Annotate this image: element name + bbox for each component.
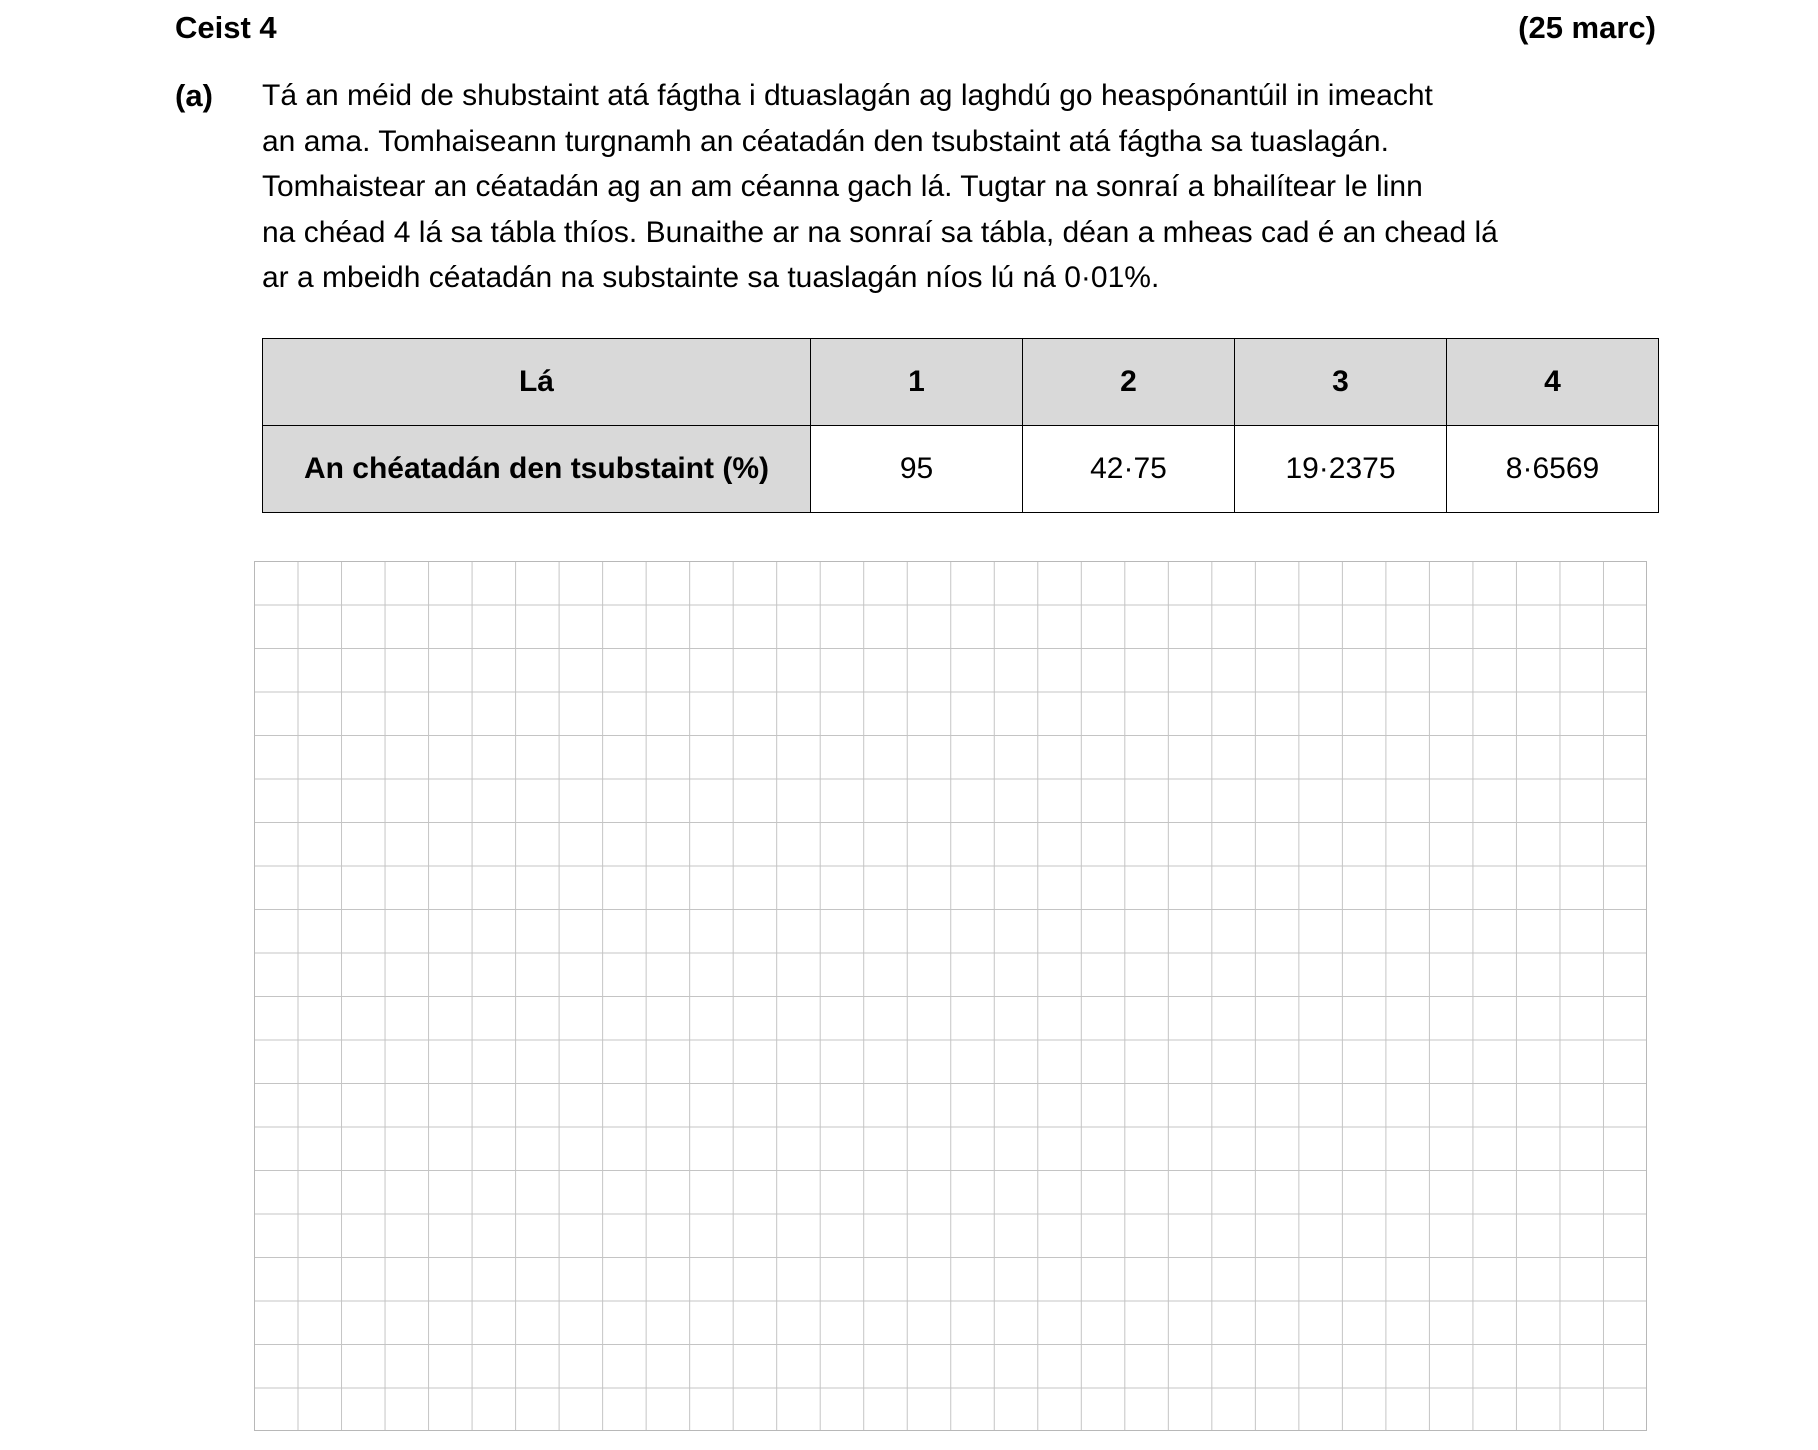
part-a-line: Tomhaistear an céatadán ag an am céanna gach lá. Tugtar na sonraí a bhailítear le linn <box>262 170 1423 203</box>
table-day-cell: 3 <box>1235 339 1447 426</box>
part-a-line: na chéad 4 lá sa tábla thíos. Bunaithe ar na sonraí sa tábla, déan a mheas cad é an chead lá <box>262 215 1498 249</box>
part-a-line: an ama. Tomhaiseann turgnamh an céatadán den tsubstaint atá fágtha sa tuaslagán. <box>262 124 1389 158</box>
table-value-label: An chéatadán den tsubstaint (%) <box>263 426 811 513</box>
question-title: Ceist 4 <box>175 10 277 45</box>
table-value-cell: 42·75 <box>1023 426 1235 513</box>
part-a-line: Tá an méid de shubstaint atá fágtha i dtuaslagán ag laghdú go heaspónantúil in imeacht <box>262 79 1433 112</box>
question-marks: (25 marc) <box>1518 10 1656 45</box>
table-value-row <box>263 426 1659 513</box>
part-a-text <box>262 73 1662 301</box>
part-a-line: ar a mbeidh céatadán na substainte sa tuaslagán níos lú ná 0·01%. <box>262 261 1160 294</box>
part-a-label: (a) <box>175 78 213 113</box>
table-value-cell: 19·2375 <box>1235 426 1447 513</box>
table-day-cell: 2 <box>1023 339 1235 426</box>
table-header-label: Lá <box>263 339 811 426</box>
table-header-row <box>263 339 1659 426</box>
table-value-cell: 95 <box>811 426 1023 513</box>
table-day-cell: 4 <box>1447 339 1659 426</box>
table-day-cell: 1 <box>811 339 1023 426</box>
data-table <box>262 338 1659 513</box>
answer-grid[interactable] <box>254 561 1647 1431</box>
table-value-cell: 8·6569 <box>1447 426 1659 513</box>
